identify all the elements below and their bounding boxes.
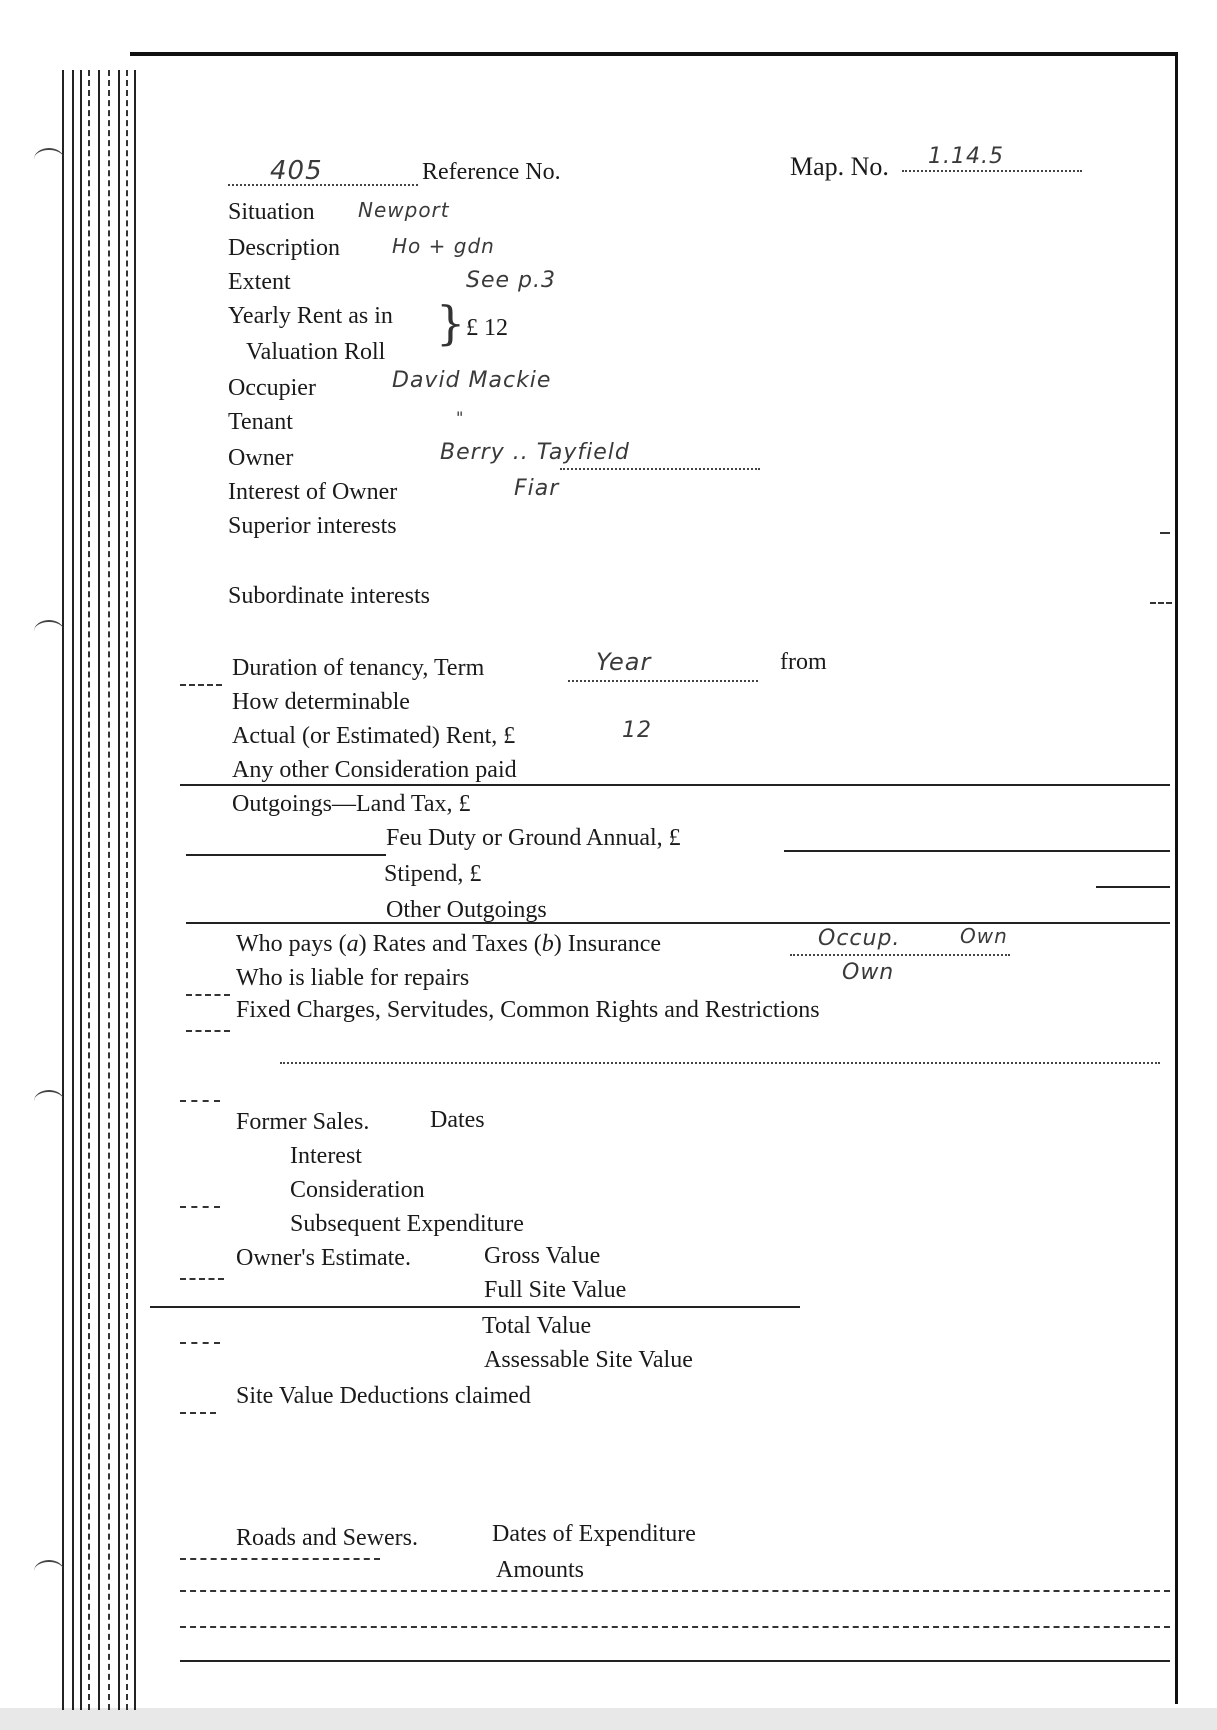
yearly-rent-label: Yearly Rent as in	[228, 303, 393, 329]
row-rule	[186, 854, 386, 856]
total-value-label: Total Value	[482, 1313, 592, 1339]
full-site-value-label: Full Site Value	[484, 1277, 627, 1303]
row-rule	[180, 1626, 1170, 1628]
section-rule	[180, 784, 1170, 786]
who-pays-label: Who pays (a) Rates and Taxes (b) Insurance	[236, 931, 662, 957]
map-line	[902, 170, 1082, 172]
feu-duty-label: Feu Duty or Ground Annual, £	[386, 825, 681, 851]
punch-hole	[34, 148, 64, 170]
roads-sewers-dates-label: Dates of Expenditure	[492, 1521, 696, 1547]
other-outgoings-label: Other Outgoings	[386, 897, 547, 923]
who-pays-rates-value: Occup.	[818, 926, 901, 951]
reference-line	[228, 184, 418, 186]
duration-from-label: from	[780, 649, 827, 675]
gross-value-label: Gross Value	[484, 1243, 601, 1269]
who-pays-insurance-value: Own	[960, 924, 1008, 948]
former-sales-label: Former Sales.	[236, 1109, 370, 1135]
roads-sewers-label: Roads and Sewers.	[236, 1525, 418, 1551]
form-page	[130, 52, 1178, 1704]
margin-dash	[1150, 602, 1172, 604]
row-rule	[1096, 886, 1170, 888]
row-rule	[150, 1306, 800, 1308]
punch-hole	[34, 1090, 64, 1112]
tenant-value: "	[456, 408, 465, 427]
who-pays-line	[790, 954, 1010, 956]
duration-line	[568, 680, 758, 682]
situation-value: Newport	[358, 198, 450, 222]
site-value-deductions-label: Site Value Deductions claimed	[236, 1383, 531, 1409]
former-sales-consideration-label: Consideration	[290, 1177, 425, 1203]
owner-label: Owner	[228, 445, 294, 471]
margin-dash	[180, 1278, 224, 1280]
margin-dash	[180, 1412, 216, 1414]
former-sales-interest-label: Interest	[290, 1143, 362, 1169]
map-value: 1.14.5	[928, 144, 1004, 169]
reference-value: 405	[270, 156, 323, 186]
margin-dash	[180, 1100, 220, 1102]
row-rule	[180, 1590, 1170, 1592]
actual-rent-label: Actual (or Estimated) Rent, £	[232, 723, 516, 749]
assessable-site-value-label: Assessable Site Value	[484, 1347, 693, 1373]
situation-label: Situation	[228, 199, 315, 225]
duration-value: Year	[596, 648, 652, 676]
description-label: Description	[228, 235, 340, 261]
actual-rent-value: 12	[622, 718, 652, 743]
margin-dash	[180, 1206, 220, 1208]
punch-hole	[34, 620, 64, 642]
margin-dash	[180, 1342, 220, 1344]
occupier-label: Occupier	[228, 375, 316, 401]
tenant-label: Tenant	[228, 409, 293, 435]
section-rule	[180, 1660, 1170, 1662]
map-label: Map. No.	[790, 152, 889, 181]
extent-label: Extent	[228, 269, 291, 295]
former-sales-subsequent-label: Subsequent Expenditure	[290, 1211, 524, 1237]
scan-bottom-edge	[0, 1708, 1217, 1730]
description-value: Ho + gdn	[392, 234, 495, 258]
margin-dash	[1160, 532, 1170, 534]
duration-label: Duration of tenancy, Term	[232, 655, 485, 681]
section-rule	[186, 922, 1170, 924]
rent-brace: }	[436, 296, 466, 350]
repairs-value: Own	[842, 960, 895, 985]
extent-value: See p.3	[466, 268, 556, 293]
yearly-rent-value: £ 12	[466, 315, 508, 341]
roads-sewers-amounts-label: Amounts	[496, 1557, 585, 1583]
reference-label: Reference No.	[422, 159, 561, 185]
valuation-roll-label: Valuation Roll	[246, 339, 386, 365]
subordinate-interests-label: Subordinate interests	[228, 583, 430, 609]
repairs-label: Who is liable for repairs	[236, 965, 470, 991]
row-rule	[784, 850, 1170, 852]
land-tax-label: Outgoings—Land Tax, £	[232, 791, 471, 817]
fixed-charges-line	[280, 1062, 1160, 1064]
interest-of-owner-label: Interest of Owner	[228, 479, 398, 505]
superior-interests-label: Superior interests	[228, 513, 397, 539]
margin-dash	[186, 994, 230, 996]
stipend-label: Stipend, £	[384, 861, 482, 887]
interest-of-owner-value: Fiar	[514, 476, 560, 501]
former-sales-dates-label: Dates	[430, 1107, 485, 1133]
owner-line	[560, 468, 760, 470]
punch-hole	[34, 1560, 64, 1582]
owners-estimate-label: Owner's Estimate.	[236, 1245, 411, 1271]
fixed-charges-label: Fixed Charges, Servitudes, Common Rights and Restrictions	[236, 997, 820, 1023]
margin-dash	[180, 684, 222, 686]
how-determinable-label: How determinable	[232, 689, 410, 715]
owner-value: Berry .. Tayfield	[440, 440, 630, 465]
other-consideration-label: Any other Consideration paid	[232, 757, 517, 783]
occupier-value: David Mackie	[392, 368, 552, 393]
margin-dash	[186, 1030, 230, 1032]
row-rule	[180, 1558, 380, 1560]
